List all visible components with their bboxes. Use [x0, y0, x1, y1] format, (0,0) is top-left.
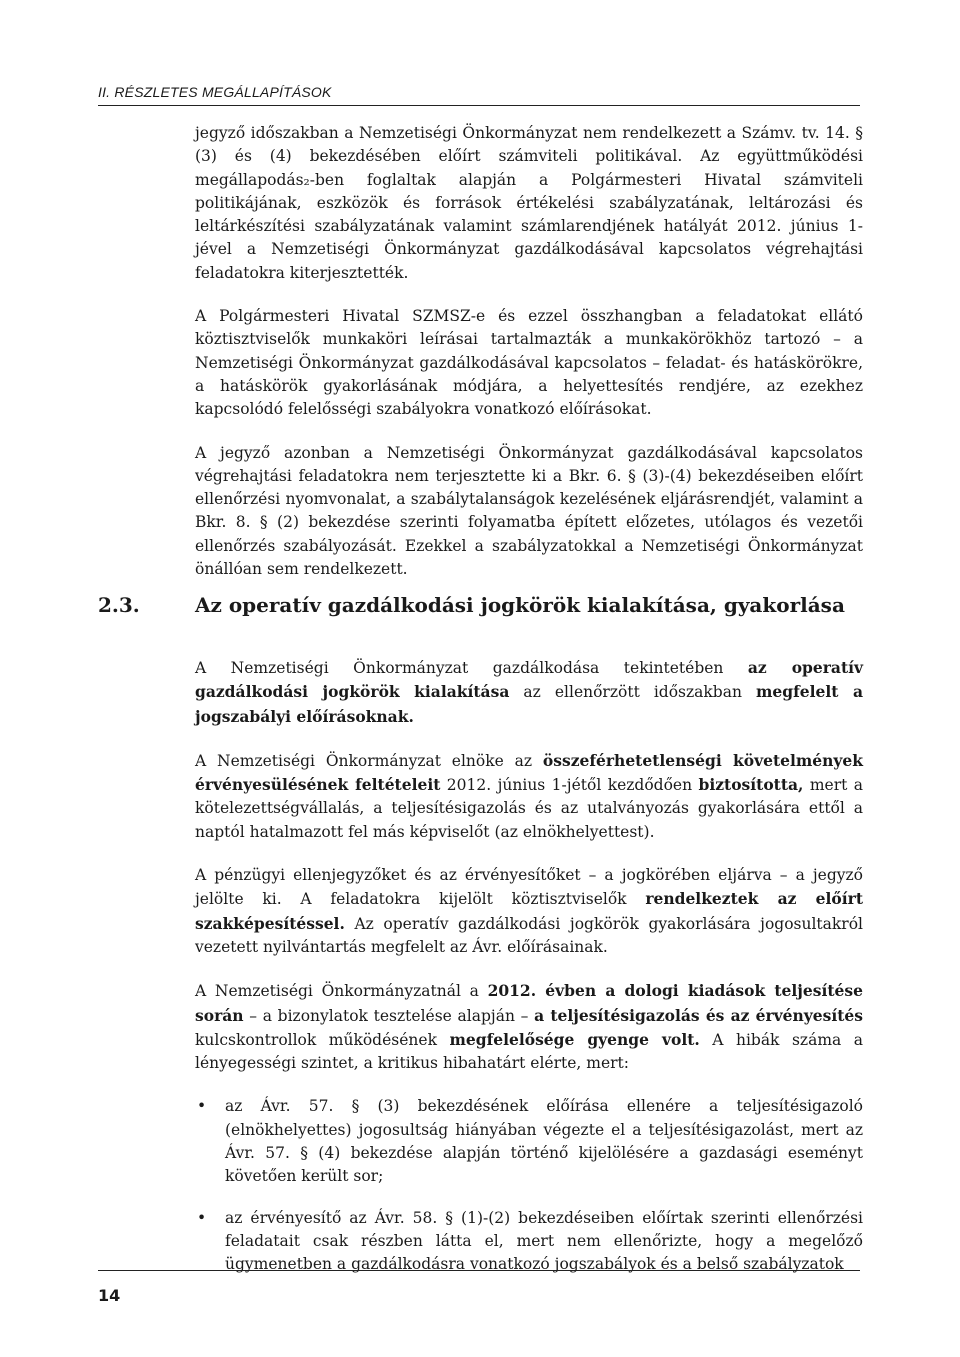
header-rule: [98, 105, 860, 106]
section-paragraph-3: A pénzügyi ellenjegyzőket és az érvényesítőket – a jogkörében eljárva – a jegyző jelölte ki. A feladatokra kijelölt köztisztviselők rendelkeztek az előírt szakképesítéssel. Az operatív gazdálkodási jogkörök gyakorlására jogosultakról vezetett nyilvántartás megfelelt az Ávr. előírásainak.: [195, 866, 863, 956]
list-item: • az érvényesítő az Ávr. 58. § (1)-(2) bekezdéseiben előírtak szerinti ellenőrzési feladatait csak részben látta el, mert nem ellenőrizte, hogy a megelőző ügymenetben a gazdálkodásra vonatkozó jogszabályok és a belső szabályzatok: [197, 1208, 863, 1274]
section-title: Az operatív gazdálkodási jogkörök kialakítása, gyakorlása: [195, 593, 845, 617]
paragraph-1: jegyző időszakban a Nemzetiségi Önkormányzat nem rendelkezett a Számv. tv. 14. § (3) és (4) bekezdésében előírt számviteli politikával. Az együttműködési megállapodás₂-ben foglaltak alapján a Polgármesteri Hivatal számviteli politikájának, eszközök és források értékelési szabályzatának, leltározási és leltárkészítési szabályzatának valamint számlarendjének hatályát 2012. június 1-jével a Nemzetiségi Önkormányzat gazdálkodásával kapcsolatos végrehajtási feladatokra kiterjesztették.: [195, 124, 863, 282]
body-text-section: [195, 656, 863, 1295]
bullet-icon: •: [197, 1208, 207, 1227]
section-paragraph-2: A Nemzetiségi Önkormányzat elnöke az összeférhetetlenségi követelmények érvényesülésének feltételeit 2012. június 1-jétől kezdődően biztosította, mert a kötelezettségvállalás, a teljesítésigazolás és az utalványozás gyakorlására ettől a naptól hatalmazott fel más képviselőt (az elnökhelyettest).: [195, 750, 864, 841]
list-item: • az Ávr. 57. § (3) bekezdésének előírása ellenére a teljesítésigazoló (elnökhelyettes) jogosultság hiányában végezte el a teljesítésigazolást, mert az Ávr. 57. § (4) bekezdése alapján történő kijelölésére a gazdasági eseményt követően került sor;: [197, 1097, 863, 1186]
bullet-icon: •: [197, 1097, 207, 1116]
paragraph-2: A Polgármesteri Hivatal SZMSZ-e és ezzel összhangban a feladatokat ellátó köztisztviselők munkaköri leírásai tartalmazták a munkakörökhöz tartozó – a Nemzetiségi Önkormányzat gazdálkodásával kapcsolatos – feladat- és hatáskörökre, a hatáskörök gyakorlásának módjára, a helyettesítés rendjére, az ezekhez kapcsolódó felelősségi szabályokra vonatkozó előírásokat.: [195, 307, 863, 419]
section-paragraph-4: A Nemzetiségi Önkormányzatnál a 2012. évben a dologi kiadások teljesítése során – a bizonylatok tesztelése alapján – a teljesítésigazolás és az érvényesítés kulcskontrollok működésének megfelelősége gyenge volt. A hibák száma a lényegességi szintet, a kritikus hibahatárt elérte, mert:: [195, 981, 864, 1073]
page-number: 14: [98, 1286, 121, 1305]
section-number: 2.3.: [98, 593, 140, 617]
body-text-top: [195, 122, 863, 581]
footer-rule: [98, 1270, 860, 1271]
findings-list: [195, 1095, 863, 1276]
running-header: II. RÉSZLETES MEGÁLLAPÍTÁSOK: [98, 84, 332, 100]
paragraph-3: A jegyző azonban a Nemzetiségi Önkormányzat gazdálkodásával kapcsolatos végrehajtási feladatokra nem terjesztette ki a Bkr. 6. § (3)-(4) bekezdéseiben előírt ellenőrzési nyomvonalat, a szabálytalanságok kezelésének eljárásrendjét, valamint a Bkr. 8. § (2) bekezdése szerinti folyamatba épített előzetes, utólagos és vezetői ellenőrzés szabályozását. Ezekkel a szabályzatokkal a Nemzetiségi Önkormányzat önállóan sem rendelkezett.: [195, 443, 863, 579]
section-paragraph-1: A Nemzetiségi Önkormányzat gazdálkodása tekintetében az operatív gazdálkodási jogkörök kialakítása az ellenőrzött időszakban megfelelt a jogszabályi előírásoknak.: [195, 658, 863, 726]
